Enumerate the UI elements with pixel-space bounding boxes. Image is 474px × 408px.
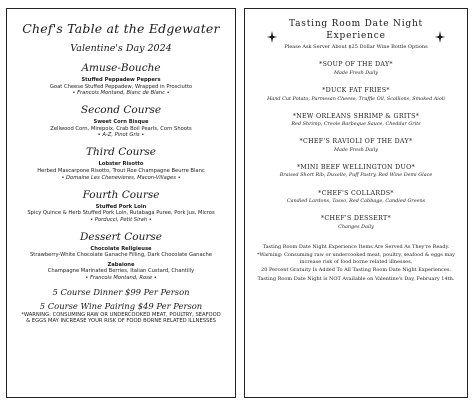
menu-item-description: Made Fresh Daily — [333, 69, 379, 76]
menu-item-name: *CHEF'S COLLARDS* — [318, 189, 394, 197]
availability-note: Tasting Room Date Night is NOT Available on Valentine's Day, February 14th. — [257, 275, 455, 282]
dish-description: Champagne Marinated Berries, Italian Custard, Chantilly — [47, 268, 195, 275]
menu-item-name: *DUCK FAT FRIES* — [322, 87, 390, 94]
valentines-menu-card — [6, 8, 236, 398]
dish-name: Chocolate Religieuse — [90, 245, 152, 252]
dish-description: Strawberry-White Chocolate Ganache Filling, Dark Chocolate Ganache — [30, 252, 212, 259]
date-night-menu-card — [244, 8, 468, 398]
food-warning: *WARNING: CONSUMING RAW OR UNDERCOOKED MEAT, POULTRY, SEAFOOD & EGGS MAY INCREASE YOUR RISK OF FOOD BORNE RELATED ILLNESSES — [21, 311, 221, 325]
menu-item-name: *NEW ORLEANS SHRIMP & GRITS* — [292, 112, 420, 120]
restaurant-title: Chef's Table at the Edgewater — [22, 21, 220, 36]
menu-title-line: Tasting Room Date Night — [289, 19, 423, 29]
wine-pairing-price: 5 Course Wine Pairing $49 Per Person — [39, 300, 203, 311]
menu-item-description: Braised Short Rib, Duxelle, Puff Pastry, Red Wine Demi Glace — [279, 172, 433, 179]
dish-name: Sweet Corn Bisque — [93, 119, 149, 126]
dish-name: Zabaione — [107, 261, 135, 268]
wine-pairing: • A-Z, Pinot Gris • — [97, 132, 145, 139]
dish-description: Zellwood Corn, Mirepoix, Crab Boil Pearls, Corn Shoots — [50, 125, 192, 132]
wine-pairing: • Francois Montand, Blanc de Blanc • — [72, 90, 170, 97]
course-name: Third Course — [86, 146, 156, 159]
dish-description: Herbed Mascarpone Risotto, Trout Roe Champagne Beurre Blanc — [37, 167, 205, 174]
menu-title — [245, 19, 467, 42]
dish-name: Stuffed Peppadew Peppers — [81, 77, 161, 83]
course-name: Second Course — [80, 104, 162, 117]
wine-pairing: • Francois Montand, Rose • — [85, 274, 157, 281]
star-icon — [435, 31, 445, 43]
course-name: Fourth Course — [82, 188, 160, 201]
dish-name: Lobster Risotto — [98, 161, 144, 168]
food-warning: *Warning: Consuming raw or undercooked meat, poultry, seafood & eggs may increase risk of food borne related illnesses. — [256, 252, 455, 265]
dish-description: Goat Cheese Stuffed Peppadew, Wrapped in Prosciutto — [49, 83, 193, 90]
menu-item-name: *MINI BEEF WELLINGTON DUO* — [296, 163, 416, 171]
course-name: Dessert Course — [80, 230, 162, 243]
menu-item-description: Changes Daily — [338, 223, 374, 230]
menu-item-name: *CHEF'S DESSERT* — [320, 215, 391, 223]
menu-title-line: Experience — [326, 30, 386, 41]
dish-description: Spicy Quince & Herb Stuffed Pork Loin, Rutabaga Puree, Pork Jus, Micros — [27, 210, 215, 217]
menu-item-description: Made Fresh Daily — [333, 146, 379, 153]
wine-bottle-note: Please Ask Server About $25 Dollar Wine Bottle Options — [284, 44, 428, 51]
service-note: Tasting Room Date Night Experience Items Are Served As They're Ready. — [262, 243, 450, 250]
menu-item-description: Hand Cut Potato, Parmesan Cheese, Truffle Oil, Scallions, Smoked Aioli — [267, 95, 445, 102]
dinner-price: 5 Course Dinner $99 Per Person — [52, 286, 190, 297]
menu-item-description: Candied Lardons, Tasso, Red Cabbage, Candied Greens — [286, 198, 426, 204]
menu-item-description: Red Shrimp, Creole Barbeque Sauce, Cheddar Grits — [291, 121, 421, 128]
wine-pairing: • Porducci, Petit Sirah • — [90, 216, 152, 223]
menu-item-name: *SOUP OF THE DAY* — [319, 61, 393, 69]
gratuity-note: 20 Percent Gratuity Is Added To All Tasting Room Date Night Experiences. — [261, 267, 451, 274]
course-name: Amuse-Bouche — [81, 62, 161, 74]
wine-pairing: • Domaine Les Chenevieres, Macon-Villages • — [61, 174, 181, 181]
menu-item-name: *CHEF'S RAVIOLI OF THE DAY* — [299, 138, 413, 146]
dish-name: Stuffed Pork Loin — [95, 203, 147, 210]
menu-subtitle: Valentine's Day 2024 — [70, 43, 172, 54]
star-icon — [267, 31, 277, 43]
